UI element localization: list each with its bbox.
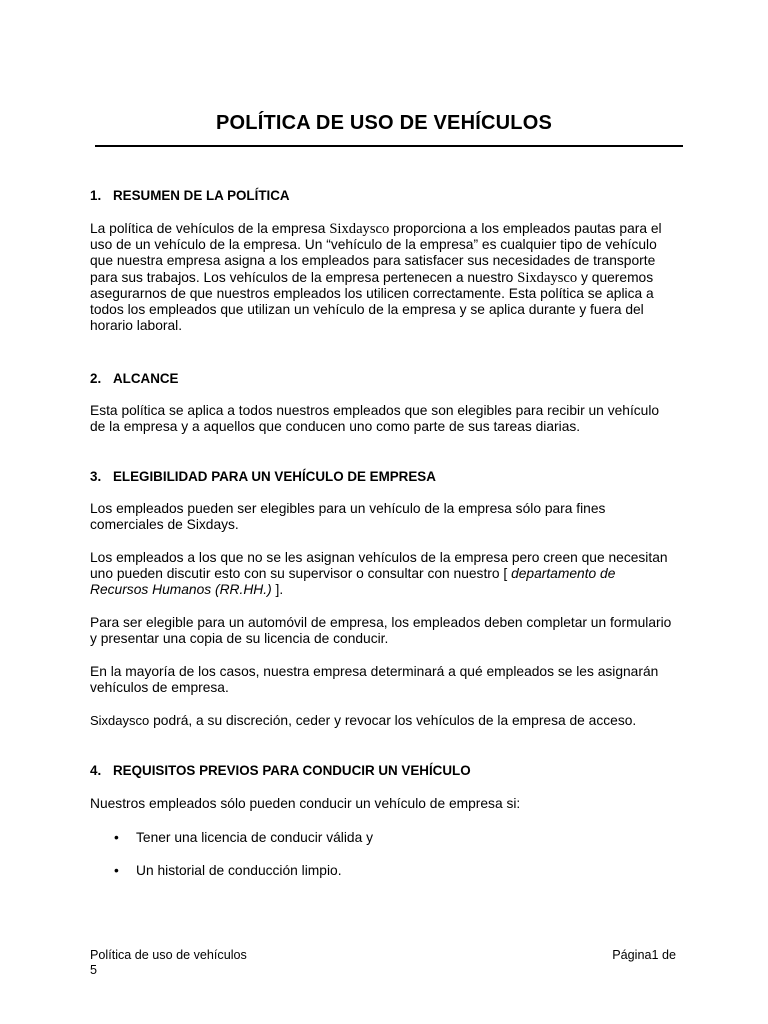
paragraph-line: horario laboral. [90, 318, 183, 334]
footer-title: Política de uso de vehículos 5 [90, 948, 247, 977]
paragraph-line: para sus trabajos. Los vehículos de la empresa pertenecen a nuestro Sixdaysco y queremos [90, 269, 654, 286]
section-3-paragraph-1 [90, 501, 690, 533]
section-heading-2 [90, 371, 178, 386]
section-title: ALCANCE [113, 371, 179, 386]
section-3-paragraph-4 [90, 664, 690, 696]
list-item: • Un historial de conducción limpio. [114, 863, 342, 878]
paragraph-line: de la empresa y a aquellos que conducen uno como parte de sus tareas diarias. [90, 419, 581, 435]
section-title: REQUISITOS PREVIOS PARA CONDUCIR UN VEHÍCULO [113, 763, 471, 778]
paragraph-line: Los empleados a los que no se les asignan vehículos de la empresa pero creen que necesitan [90, 550, 668, 565]
paragraph-line: y presentar una copia de su licencia de conducir. [90, 631, 389, 647]
section-heading-1 [90, 188, 290, 203]
paragraph-line: Sixdaysco podrá, a su discreción, ceder y revocar los vehículos de la empresa de acceso. [90, 713, 637, 728]
footer-page-number: Página1 de [612, 948, 676, 962]
section-3-paragraph-5 [90, 713, 690, 729]
section-heading-4 [90, 763, 471, 778]
bullet-icon: • [114, 863, 119, 878]
section-number: 1. [90, 188, 102, 203]
company-name: Sixdaysco [329, 221, 390, 237]
section-number: 3. [90, 469, 102, 484]
paragraph-line: La política de vehículos de la empresa Sixdaysco proporciona a los empleados pautas para el [90, 221, 662, 237]
paragraph-line: vehículos de empresa. [90, 680, 229, 696]
section-heading-3 [90, 469, 436, 484]
paragraph-line: todos los empleados que utilizan un vehículo de la empresa y se aplica durante y fuera del [90, 302, 644, 318]
paragraph-line: uso de un vehículo de la empresa. Un “vehículo de la empresa” es cualquier tipo de vehículo [90, 237, 657, 253]
section-3-paragraph-2 [90, 550, 690, 599]
section-number: 4. [90, 763, 102, 778]
company-name: Sixdaysco [90, 713, 150, 728]
paragraph-line: Esta política se aplica a todos nuestros empleados que son elegibles para recibir un vehículo [90, 403, 660, 418]
title-divider [95, 145, 683, 147]
paragraph-line: comerciales de Sixdays. [90, 517, 239, 533]
paragraph-line: uno pueden discutir esto con su supervisor o consultar con nuestro [ departamento de [90, 566, 616, 582]
paragraph-line: En la mayoría de los casos, nuestra empresa determinará a qué empleados se les asignarán [90, 664, 659, 679]
company-name: Sixdaysco [517, 269, 578, 286]
section-4-intro: Nuestros empleados sólo pueden conducir un vehículo de empresa si: [90, 796, 521, 811]
footer-page-total: 5 [90, 963, 98, 977]
section-1-paragraph [90, 221, 690, 334]
bullet-icon: • [114, 830, 119, 845]
section-3-paragraph-3 [90, 615, 690, 647]
section-number: 2. [90, 371, 102, 386]
section-2-paragraph [90, 403, 690, 435]
section-title: ELEGIBILIDAD PARA UN VEHÍCULO DE EMPRESA [113, 469, 436, 484]
paragraph-line: asegurarnos de que nuestros empleados los utilicen correctamente. Esta política se aplica a [90, 285, 654, 301]
list-item: • Tener una licencia de conducir válida y [114, 830, 373, 845]
page-title: POLÍTICA DE USO DE VEHÍCULOS [215, 112, 552, 134]
section-title: RESUMEN DE LA POLÍTICA [113, 188, 290, 203]
paragraph-line: que nuestra empresa asigna a los empleados para satisfacer sus necesidades de transporte [90, 253, 656, 269]
paragraph-line: Los empleados pueden ser elegibles para un vehículo de la empresa sólo para fines [90, 501, 606, 516]
paragraph-line: Recursos Humanos (RR.HH.) ]. [90, 582, 284, 598]
paragraph-line: Para ser elegible para un automóvil de empresa, los empleados deben completar un formulario [90, 615, 672, 630]
